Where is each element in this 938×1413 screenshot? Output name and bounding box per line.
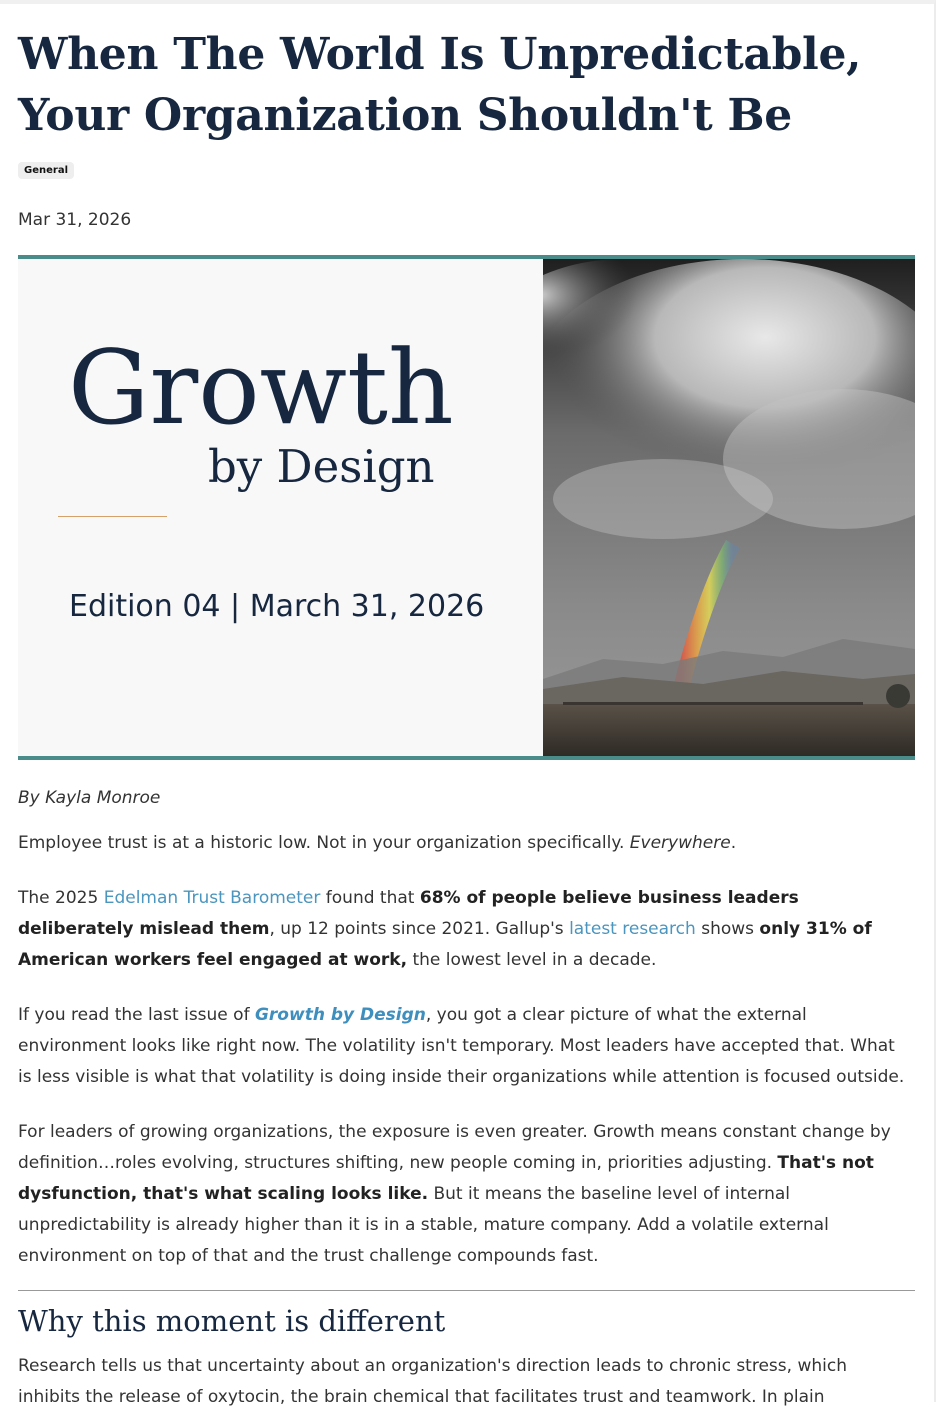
paragraph-2: The 2025 Edelman Trust Barometer found that 68% of people believe business leaders deliberately mislead them, up 12 points since 2021. Gallup's latest research shows only 31% of American workers feel engaged at work, the lowest level in a decade. <box>18 888 872 970</box>
hero-banner <box>18 255 915 760</box>
edelman-link[interactable]: Edelman Trust Barometer <box>103 888 321 908</box>
hero-text-panel <box>18 259 543 756</box>
section-heading: Why this moment is different <box>18 1304 446 1338</box>
gallup-research-link[interactable]: latest research <box>569 919 696 939</box>
section-divider <box>18 1290 915 1291</box>
paragraph-1: Employee trust is at a historic low. Not in your organization specifically. Everywhere. <box>18 833 737 853</box>
rainbow-storm-photo <box>543 259 915 756</box>
paragraph-5: Research tells us that uncertainty about an organization's direction leads to chronic stress, which inhibits the release of oxytocin, the brain chemical that facilitates trust and teamwork. In plain <box>18 1356 847 1407</box>
article-title: When The World Is Unpredictable, Your Organization Shouldn't Be <box>18 29 862 141</box>
hero-edition: Edition 04 | March 31, 2026 <box>69 589 485 624</box>
publish-date: Mar 31, 2026 <box>18 210 132 230</box>
hero-brand-sub: by Design <box>208 440 435 493</box>
hero-brand-word: Growth <box>68 329 454 448</box>
growth-by-design-link[interactable]: Growth by Design <box>254 1005 426 1025</box>
paragraph-4: For leaders of growing organizations, the exposure is even greater. Growth means constant change by definition…roles evolving, structures shifting, new people coming in, priorities adjusting. That's not dysfunction, that's what scaling looks like. But it means the baseline level of internal unpredictability is already higher than it is in a stable, mature company. Add a volatile external environment on top of that and the trust challenge compounds fast. <box>18 1122 891 1266</box>
hero-divider <box>58 516 167 517</box>
byline: By Kayla Monroe <box>18 788 161 808</box>
category-tag[interactable]: General <box>18 162 74 179</box>
paragraph-3: If you read the last issue of Growth by Design, you got a clear picture of what the external environment looks like right now. The volatility isn't temporary. Most leaders have accepted that. What is less visible is what that volatility is doing inside their organizations while attention is focused outside. <box>18 1005 905 1087</box>
